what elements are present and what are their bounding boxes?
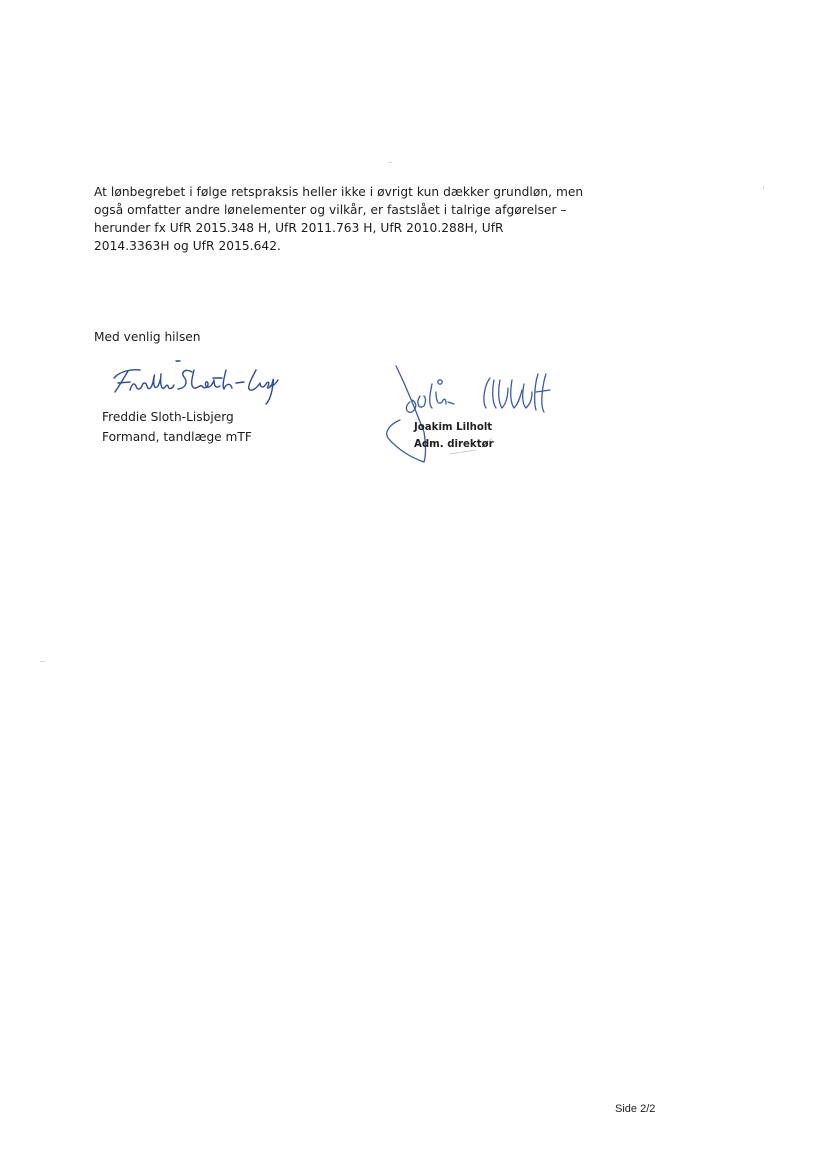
signer-title: Formand, tandlæge mTF <box>102 430 252 444</box>
body-line: 2014.3363H og UfR 2015.642. <box>94 239 281 253</box>
signer-title: Adm. direktør <box>414 439 494 450</box>
body-line: herunder fx UfR 2015.348 H, UfR 2011.763 H, UfR 2010.288H, UfR <box>94 221 504 235</box>
signature-freddie-sloth-lisbjerg <box>110 356 280 408</box>
page-number: Side 2/2 <box>615 1103 656 1115</box>
scan-speck <box>763 186 764 189</box>
signer-name: Freddie Sloth-Lisbjerg <box>102 410 234 424</box>
signer-right-block <box>414 419 494 453</box>
closing-greeting: Med venlig hilsen <box>94 330 201 344</box>
signer-name: Joakim Lilholt <box>414 422 493 433</box>
scan-speck <box>40 661 45 662</box>
letter-body <box>94 183 594 255</box>
scan-speck <box>388 162 392 163</box>
body-line: At lønbegrebet i følge retspraksis heller ikke i øvrigt kun dækker grundløn, men <box>94 185 584 199</box>
signer-left-block <box>102 407 252 447</box>
body-line: også omfatter andre lønelementer og vilkår, er fastslået i talrige afgørelser – <box>94 203 567 217</box>
